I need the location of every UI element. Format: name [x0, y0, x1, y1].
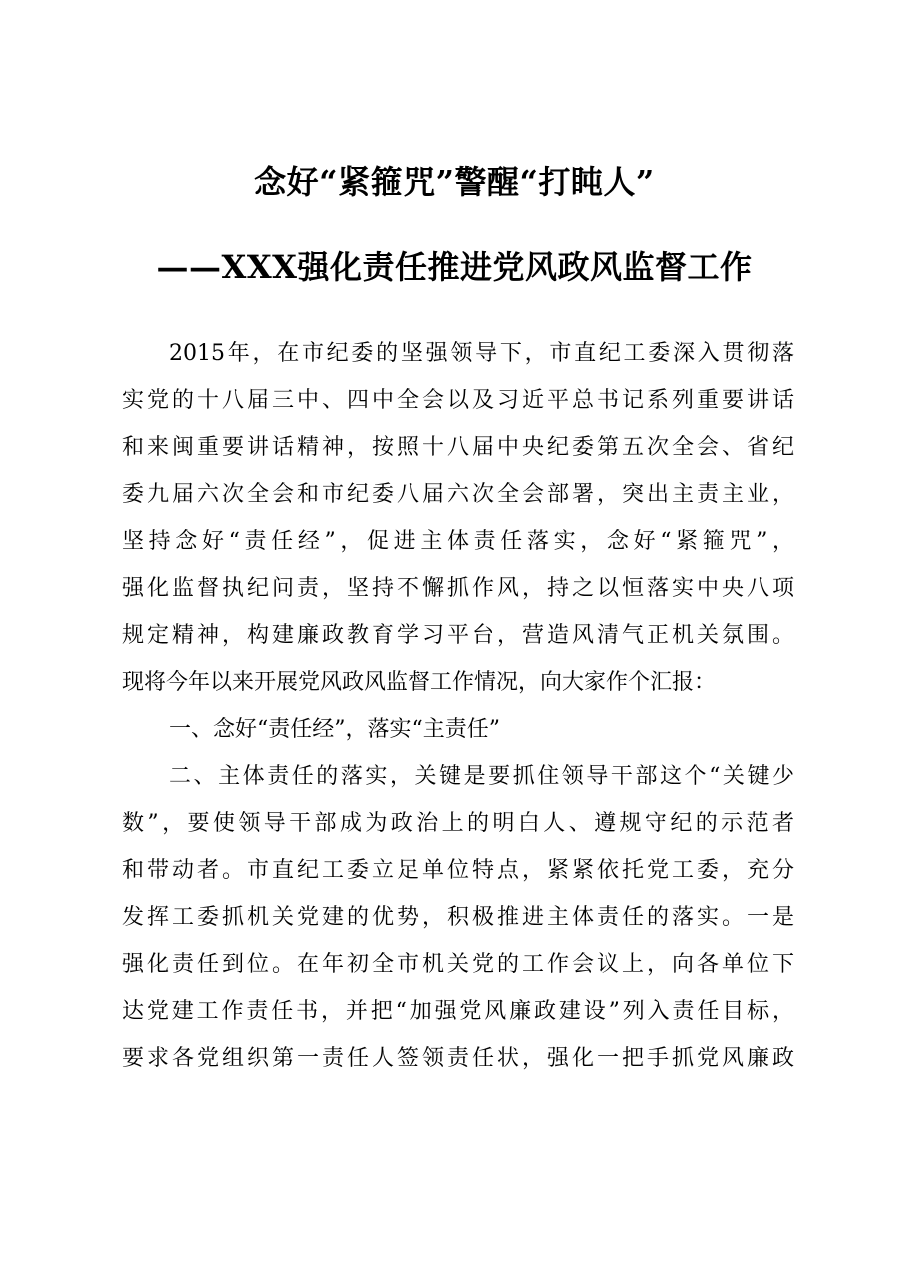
body-line: 和来闽重要讲话精神，按照十八届中央纪委第五次全会、省纪	[122, 435, 794, 460]
body-line: 发挥工委抓机关党建的优势，积极推进主体责任的落实。一是	[122, 905, 794, 930]
body-line: 2015年，在市纪委的坚强领导下，市直纪工委深入贯彻落	[169, 341, 794, 366]
document-subtitle: ——XXX强化责任推进党风政风监督工作	[156, 248, 753, 286]
body-line: 和带动者。市直纪工委立足单位特点，紧紧依托党工委，充分	[122, 858, 794, 883]
body-line: 现将今年以来开展党风政风监督工作情况，向大家作个汇报：	[122, 670, 717, 695]
document-title: 念好“紧箍咒”警醒“打盹人”	[254, 163, 655, 201]
body-line: 数”，要使领导干部成为政治上的明白人、遵规守纪的示范者	[122, 811, 794, 836]
body-line: 坚持念好“责任经”，促进主体责任落实，念好“紧箍咒”，	[122, 529, 794, 554]
body-line: 要求各党组织第一责任人签领责任状，强化一把手抓党风廉政	[122, 1046, 794, 1071]
body-line: 实党的十八届三中、四中全会以及习近平总书记系列重要讲话	[122, 388, 794, 413]
document-body	[122, 330, 794, 1082]
body-line: 二、主体责任的落实，关键是要抓住领导干部这个“关键少	[169, 764, 794, 789]
body-line: 委九届六次全会和市纪委八届六次全会部署，突出主责主业，	[122, 482, 794, 507]
body-line: 达党建工作责任书，并把“加强党风廉政建设”列入责任目标，	[122, 999, 794, 1024]
body-line: 强化责任到位。在年初全市机关党的工作会议上，向各单位下	[122, 952, 794, 977]
body-line: 强化监督执纪问责，坚持不懈抓作风，持之以恒落实中央八项	[122, 576, 794, 601]
body-line: 规定精神，构建廉政教育学习平台，营造风清气正机关氛围。	[122, 623, 794, 648]
section-heading: 一、念好“责任经”，落实“主责任”	[169, 717, 500, 742]
